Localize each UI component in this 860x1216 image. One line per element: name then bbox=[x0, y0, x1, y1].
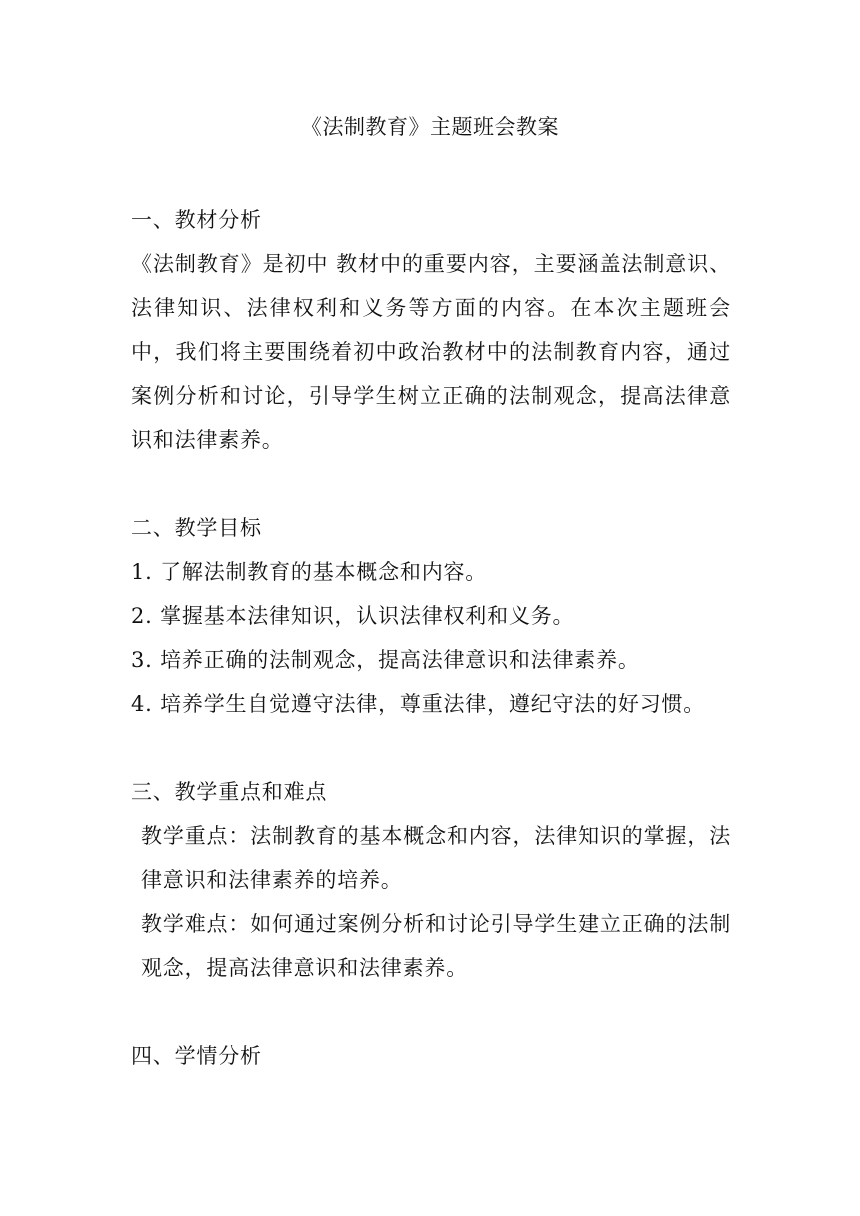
goal-item-1: 1. 了解法制教育的基本概念和内容。 bbox=[131, 560, 488, 584]
section-heading-textbook-analysis: 一、教材分析 bbox=[131, 208, 262, 232]
document-body bbox=[131, 198, 731, 1078]
section-spacer bbox=[131, 990, 731, 1034]
key-point-paragraph: 教学重点：法制教育的基本概念和内容，法律知识的掌握，法律意识和法律素养的培养。 bbox=[141, 824, 731, 892]
section-heading-teaching-goals: 二、教学目标 bbox=[131, 516, 262, 540]
goal-item-4: 4. 培养学生自觉遵守法律，尊重法律，遵纪守法的好习惯。 bbox=[131, 692, 706, 716]
difficult-point-paragraph: 教学难点：如何通过案例分析和讨论引导学生建立正确的法制观念，提高法律意识和法律素养。 bbox=[141, 912, 731, 980]
goal-item-3: 3. 培养正确的法制观念，提高法律意识和法律素养。 bbox=[131, 648, 640, 672]
section-heading-learner-analysis: 四、学情分析 bbox=[131, 1044, 262, 1068]
document-title: 《法制教育》主题班会教案 bbox=[301, 115, 559, 139]
section-heading-key-difficult-points: 三、教学重点和难点 bbox=[131, 780, 328, 804]
section-spacer bbox=[131, 462, 731, 506]
textbook-analysis-paragraph: 《法制教育》是初中 教材中的重要内容，主要涵盖法制意识、法律知识、法律权利和义务等方面的内容。在本次主题班会中，我们将主要围绕着初中政治教材中的法制教育内容，通过案例分析和讨论，引导学生树立正确的法制观念，提高法律意识和法律素养。 bbox=[131, 252, 731, 452]
goal-item-2: 2. 掌握基本法律知识，认识法律权利和义务。 bbox=[131, 604, 575, 628]
section-spacer bbox=[131, 726, 731, 770]
